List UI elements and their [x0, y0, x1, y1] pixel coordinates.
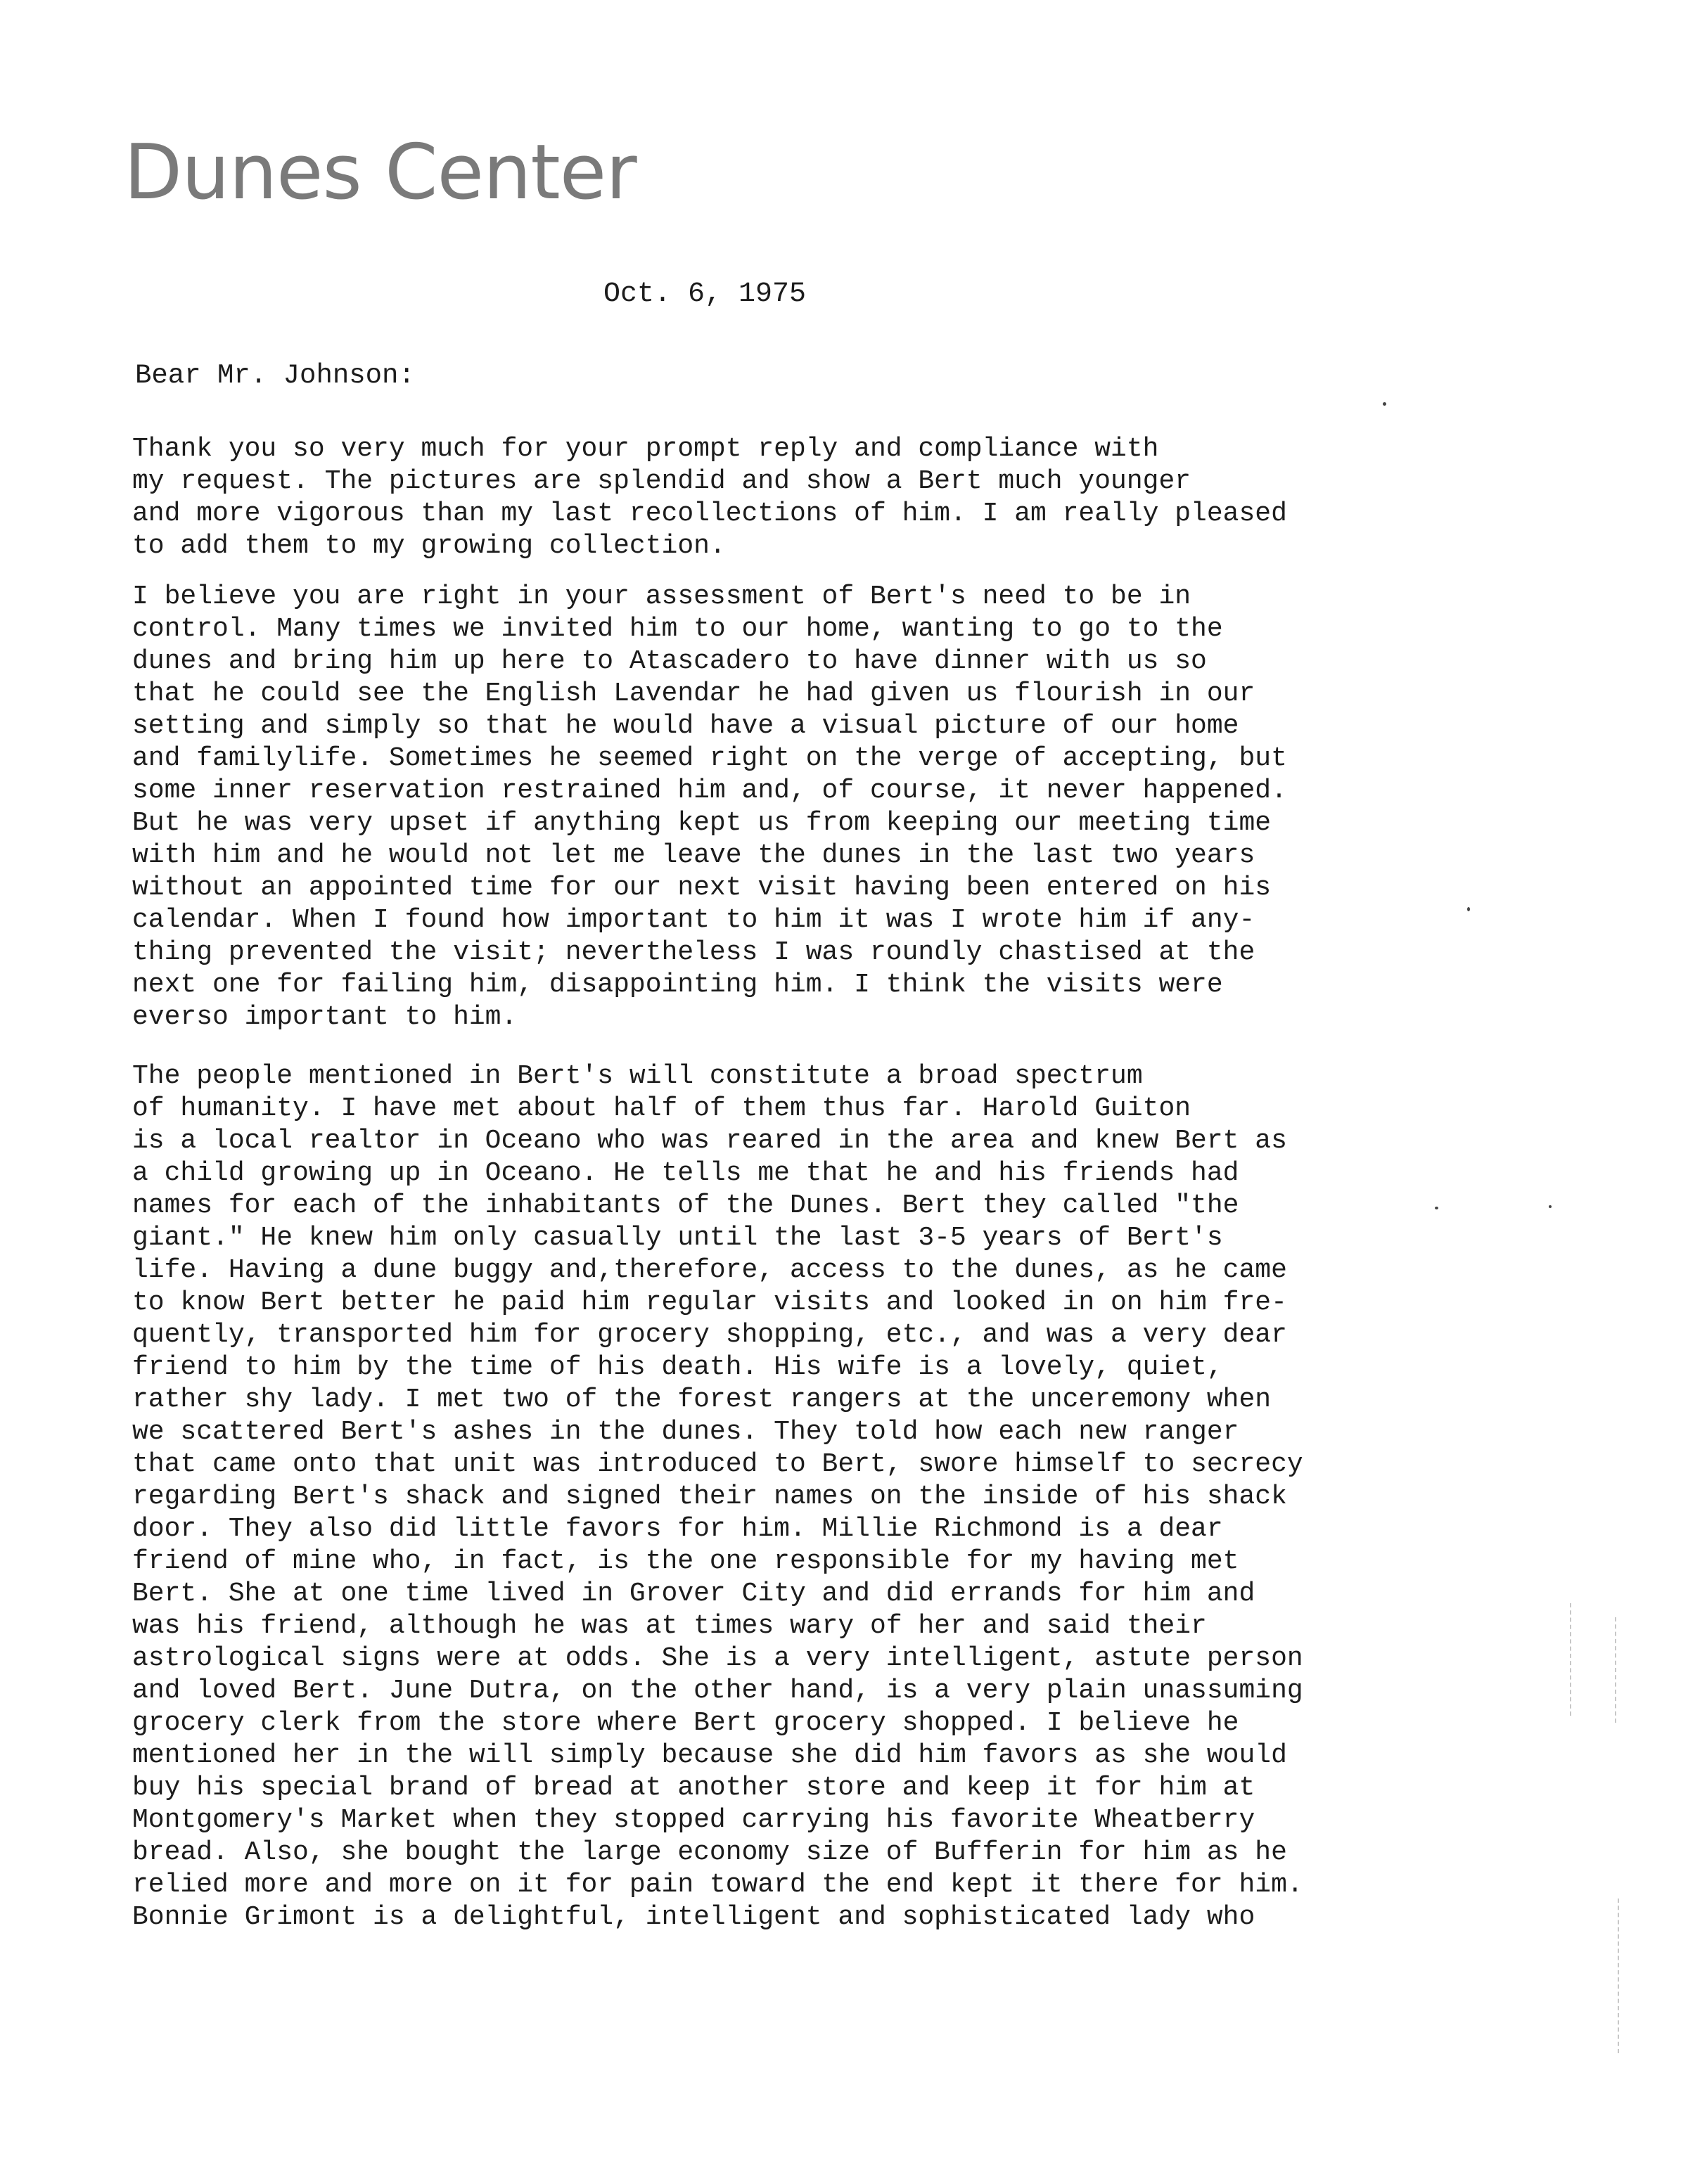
text-line: control. Many times we invited him to our home, wanting to go to the [132, 614, 1223, 644]
scan-speck [1549, 1205, 1552, 1208]
text-line: Bonnie Grimont is a delightful, intelligent and sophisticated lady who [132, 1902, 1255, 1932]
text-line: we scattered Bert's ashes in the dunes. They told how each new ranger [132, 1417, 1239, 1447]
text-line: and more vigorous than my last recollections of him. I am really pleased [132, 499, 1287, 529]
text-line: and loved Bert. June Dutra, on the other hand, is a very plain unassuming [132, 1676, 1303, 1706]
watermark: Dunes Center [124, 129, 637, 217]
text-line: Montgomery's Market when they stopped carrying his favorite Wheatberry [132, 1805, 1255, 1835]
text-line: to add them to my growing collection. [132, 531, 726, 561]
text-line: everso important to him. [132, 1002, 518, 1032]
text-line: The people mentioned in Bert's will constitute a broad spectrum [132, 1061, 1143, 1091]
text-line: door. They also did little favors for him. Millie Richmond is a dear [132, 1514, 1223, 1544]
paragraph-3 [132, 1060, 1370, 1934]
text-line: with him and he would not let me leave the dunes in the last two years [132, 840, 1255, 871]
paragraph-1 [132, 433, 1370, 563]
scan-speck [1467, 907, 1470, 911]
text-line: setting and simply so that he would have a visual picture of our home [132, 711, 1239, 741]
text-line: some inner reservation restrained him and, of course, it never happened. [132, 776, 1287, 806]
text-line: friend of mine who, in fact, is the one responsible for my having met [132, 1546, 1239, 1576]
text-line: of humanity. I have met about half of them thus far. Harold Guiton [132, 1093, 1191, 1124]
text-line: astrological signs were at odds. She is a very intelligent, astute person [132, 1643, 1303, 1674]
scan-scratch [1570, 1603, 1571, 1716]
text-line: buy his special brand of bread at another store and keep it for him at [132, 1773, 1255, 1803]
text-line: life. Having a dune buggy and,therefore, access to the dunes, as he came [132, 1255, 1287, 1285]
text-line: Bert. She at one time lived in Grover City and did errands for him and [132, 1579, 1255, 1609]
text-line: regarding Bert's shack and signed their names on the inside of his shack [132, 1482, 1287, 1512]
text-line: thing prevented the visit; nevertheless I was roundly chastised at the [132, 937, 1255, 968]
text-line: Thank you so very much for your prompt reply and compliance with [132, 434, 1159, 464]
text-line: a child growing up in Oceano. He tells me that he and his friends had [132, 1158, 1239, 1188]
text-line: was his friend, although he was at times wary of her and said their [132, 1611, 1207, 1641]
paragraph-2 [132, 581, 1370, 1034]
text-line: But he was very upset if anything kept us from keeping our meeting time [132, 808, 1272, 838]
text-line: quently, transported him for grocery shopping, etc., and was a very dear [132, 1320, 1287, 1350]
text-line: mentioned her in the will simply because she did him favors as she would [132, 1740, 1287, 1771]
text-line: that he could see the English Lavendar he had given us flourish in our [132, 679, 1255, 709]
text-line: rather shy lady. I met two of the forest rangers at the unceremony when [132, 1385, 1272, 1415]
text-line: bread. Also, she bought the large economy size of Bufferin for him as he [132, 1837, 1287, 1868]
text-line: dunes and bring him up here to Atascadero to have dinner with us so [132, 646, 1207, 676]
text-line: grocery clerk from the store where Bert grocery shopped. I believe he [132, 1708, 1239, 1738]
text-line: and familylife. Sometimes he seemed right on the verge of accepting, but [132, 743, 1287, 773]
text-line: to know Bert better he paid him regular visits and looked in on him fre- [132, 1287, 1287, 1318]
text-line: calendar. When I found how important to him it was I wrote him if any- [132, 905, 1255, 935]
scan-scratch [1615, 1617, 1616, 1723]
text-line: relied more and more on it for pain toward the end kept it there for him. [132, 1870, 1303, 1900]
scan-scratch [1618, 1899, 1619, 2053]
letter-date: Oct. 6, 1975 [603, 278, 807, 310]
text-line: I believe you are right in your assessment of Bert's need to be in [132, 582, 1191, 612]
scan-speck [1383, 402, 1386, 406]
text-line: friend to him by the time of his death. His wife is a lovely, quiet, [132, 1352, 1223, 1382]
text-line: giant." He knew him only casually until the last 3-5 years of Bert's [132, 1223, 1223, 1253]
text-line: next one for failing him, disappointing him. I think the visits were [132, 970, 1223, 1000]
text-line: names for each of the inhabitants of the Dunes. Bert they called "the [132, 1190, 1239, 1221]
text-line: without an appointed time for our next visit having been entered on his [132, 873, 1272, 903]
text-line: my request. The pictures are splendid and show a Bert much younger [132, 466, 1191, 496]
letter-salutation: Bear Mr. Johnson: [135, 360, 415, 391]
text-line: that came onto that unit was introduced to Bert, swore himself to secrecy [132, 1449, 1303, 1479]
text-line: is a local realtor in Oceano who was reared in the area and knew Bert as [132, 1126, 1287, 1156]
scan-speck [1435, 1207, 1438, 1209]
